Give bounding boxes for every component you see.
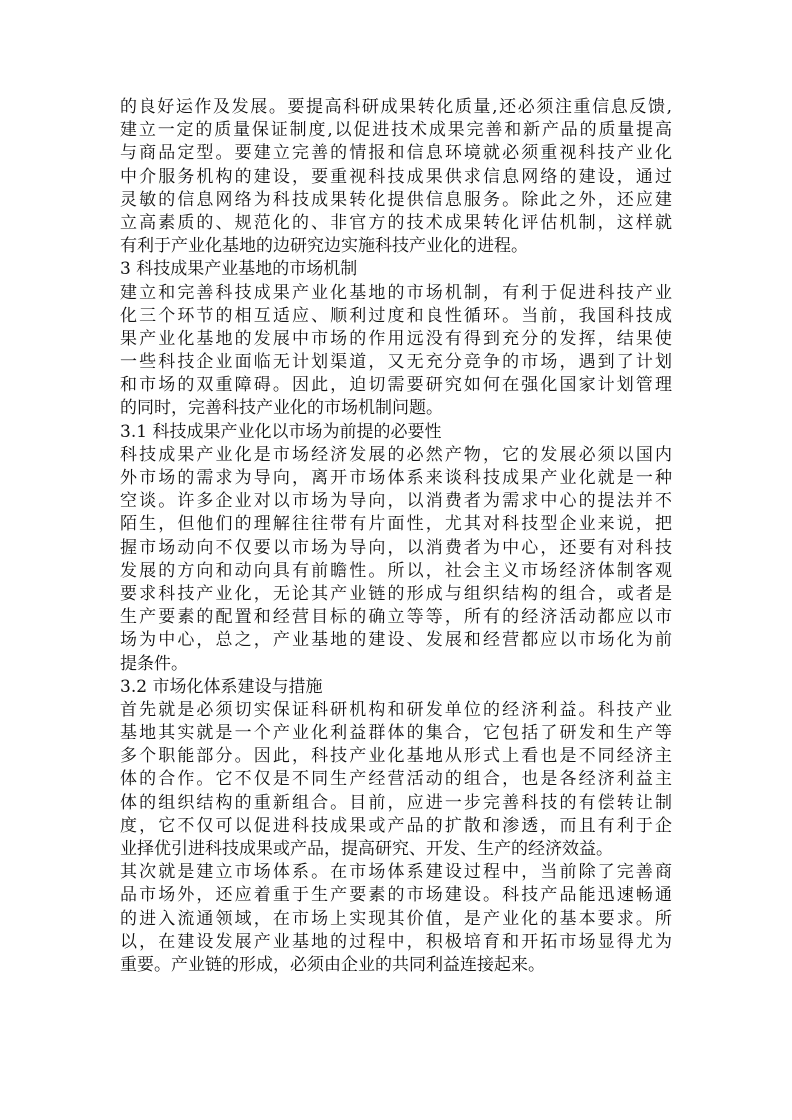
text-line: 多个职能部分。因此，科技产业化基地从形式上看也是不同经济主 [120,746,672,767]
text-line: 化三个环节的相互适应、顺利过度和良性循环。当前，我国科技成 [120,305,672,326]
text-line: 中介服务机构的建设，要重视科技成果供求信息网络的建设，通过 [120,166,672,187]
text-line: 灵敏的信息网络为科技成果转化提供信息服务。除此之外，还应建 [120,189,672,210]
text-line: 体的合作。它不仅是不同生产经营活动的组合，也是各经济利益主 [120,769,672,790]
text-line: 的同时，完善科技产业化的市场机制问题。 [120,398,443,419]
text-line: 要求科技产业化，无论其产业链的形成与组织结构的组合，或者是 [120,583,672,604]
section-heading: 3.2 市场化体系建设与措施 [120,676,323,697]
text-line: 生产要素的配置和经营目标的确立等等，所有的经济活动都应以市 [120,607,672,628]
text-line: 的良好运作及发展。要提高科研成果转化质量,还必须注重信息反馈, [120,97,672,117]
text-line: 基地其实就是一个产业化利益群体的集合，它包括了研发和生产等 [120,723,672,744]
text-line: 体的组织结构的重新组合。目前，应进一步完善科技的有偿转让制 [120,792,672,813]
text-line: 握市场动向不仅要以市场为导向，以消费者为中心，还要有对科技 [120,537,672,558]
text-line: 一些科技企业面临无计划渠道，又无充分竞争的市场，遇到了计划 [120,352,672,373]
text-line: 建立和完善科技成果产业化基地的市场机制，有利于促进科技产业 [120,282,672,303]
text-line: 的进入流通领域，在市场上实现其价值，是产业化的基本要求。所 [120,908,672,929]
text-line: 其次就是建立市场体系。在市场体系建设过程中，当前除了完善商 [120,862,672,883]
section-heading: 3 科技成果产业基地的市场机制 [120,259,358,280]
text-line: 品市场外，还应着重于生产要素的市场建设。科技产品能迅速畅通 [120,885,672,906]
text-line: 和市场的双重障碍。因此，迫切需要研究如何在强化国家计划管理 [120,375,672,396]
text-line: 科技成果产业化是市场经济发展的必然产物，它的发展必须以国内 [120,444,672,465]
text-line: 场为中心，总之，产业基地的建设、发展和经营都应以市场化为前 [120,630,672,651]
text-line: 与商品定型。要建立完善的情报和信息环境就必须重视科技产业化 [120,143,672,164]
text-line: 首先就是必须切实保证科研机构和研发单位的经济利益。科技产业 [120,699,672,720]
text-line: 果产业化基地的发展中市场的作用远没有得到充分的发挥，结果使 [120,328,672,349]
text-line: 立高素质的、规范化的、非官方的技术成果转化评估机制，这样就 [120,212,672,233]
section-heading: 3.1 科技成果产业化以市场为前提的必要性 [120,421,442,442]
text-line: 度，它不仅可以促进科技成果或产品的扩散和渗透，而且有利于企 [120,815,672,836]
text-line: 以，在建设发展产业基地的过程中，积极培育和开拓市场显得尤为 [120,931,672,952]
text-line: 陌生，但他们的理解往往带有片面性，尤其对科技型企业来说，把 [120,514,672,535]
text-line: 建立一定的质量保证制度,以促进技术成果完善和新产品的质量提高 [120,120,672,141]
document-page [120,96,672,977]
text-line: 空谈。许多企业对以市场为导向，以消费者为需求中心的提法并不 [120,491,672,512]
text-line: 发展的方向和动向具有前瞻性。所以，社会主义市场经济体制客观 [120,560,672,581]
text-line: 重要。产业链的形成，必须由企业的共同利益连接起来。 [120,954,545,975]
text-line: 外市场的需求为导向，离开市场体系来谈科技成果产业化就是一种 [120,468,672,488]
text-line: 提条件。 [120,653,188,674]
text-line: 有利于产业化基地的边研究边实施科技产业化的进程。 [120,236,528,257]
text-line: 业择优引进科技成果或产品，提高研究、开发、生产的经济效益。 [120,839,613,859]
